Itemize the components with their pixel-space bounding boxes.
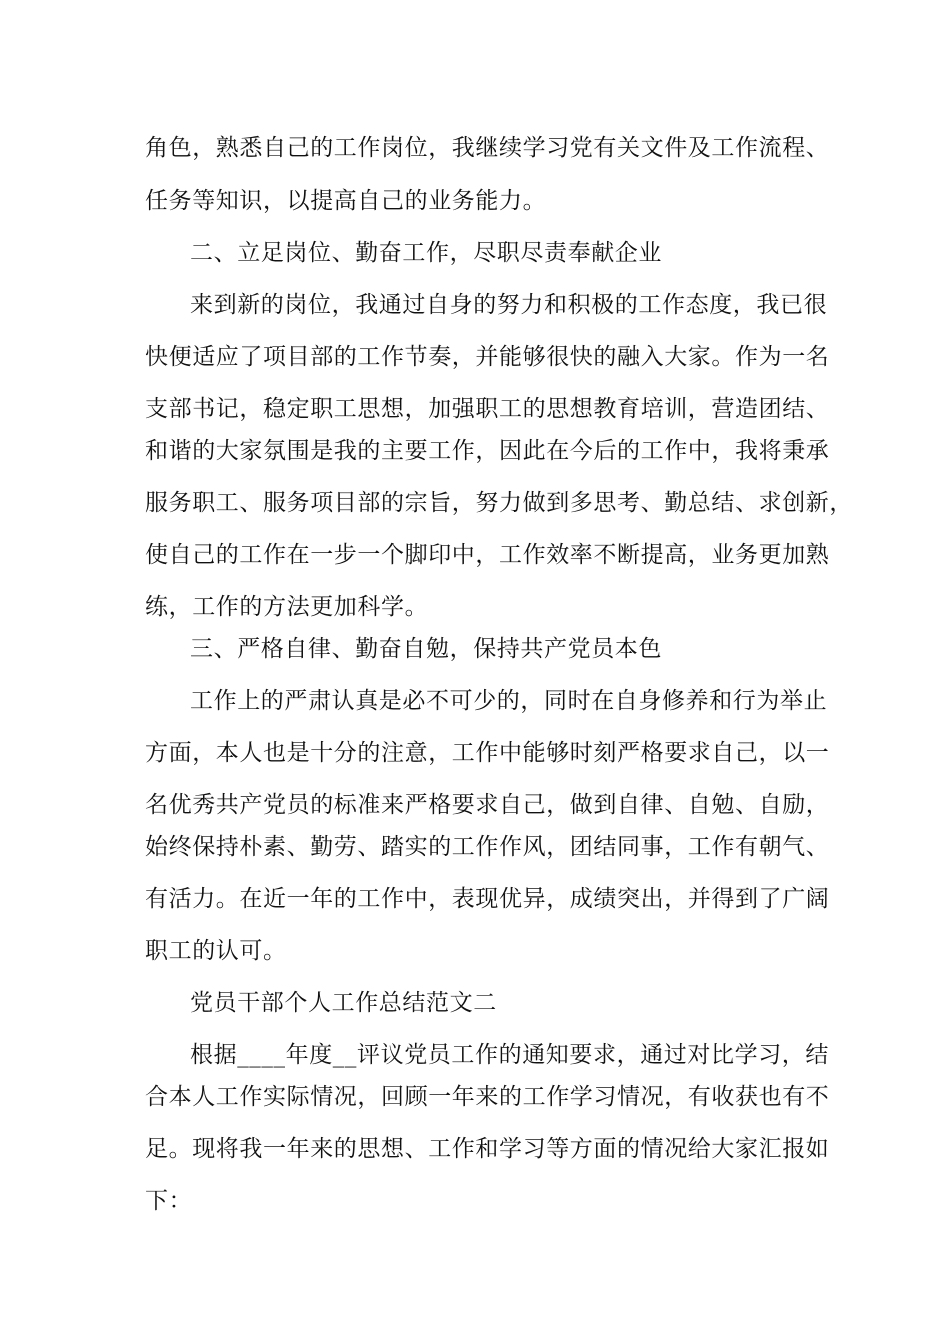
paragraph-first-line: 来到新的岗位，我通过自身的努力和积极的工作态度，我已很	[190, 292, 828, 318]
text-line: 有活力。在近一年的工作中，表现优异，成绩突出，并得到了广阔	[145, 886, 830, 912]
text-line: 角色，熟悉自己的工作岗位，我继续学习党有关文件及工作流程、	[145, 135, 830, 161]
article-title: 党员干部个人工作总结范文二	[190, 990, 497, 1016]
paragraph-first-line: 根据____年度__评议党员工作的通知要求，通过对比学习，结	[190, 1042, 829, 1068]
text-line: 服务职工、服务项目部的宗旨，努力做到多思考、勤总结、求创新，	[145, 490, 853, 516]
text-line: 练，工作的方法更加科学。	[145, 594, 429, 620]
text-line: 方面，本人也是十分的注意，工作中能够时刻严格要求自己，以一	[145, 740, 830, 766]
section-heading: 二、立足岗位、勤奋工作，尽职尽责奉献企业	[190, 240, 662, 266]
text-line: 和谐的大家氛围是我的主要工作，因此在今后的工作中，我将秉承	[145, 438, 830, 464]
paragraph-first-line: 工作上的严肃认真是必不可少的，同时在自身修养和行为举止	[190, 688, 828, 714]
text-line: 合本人工作实际情况，回顾一年来的工作学习情况，有收获也有不	[145, 1084, 830, 1110]
text-line: 使自己的工作在一步一个脚印中，工作效率不断提高，业务更加熟	[145, 542, 830, 568]
text-line: 支部书记，稳定职工思想，加强职工的思想教育培训，营造团结、	[145, 396, 830, 422]
text-line: 足。现将我一年来的思想、工作和学习等方面的情况给大家汇报如	[145, 1136, 830, 1162]
section-heading: 三、严格自律、勤奋自勉，保持共产党员本色	[190, 636, 662, 662]
text-line: 职工的认可。	[145, 938, 287, 964]
text-line: 快便适应了项目部的工作节奏，并能够很快的融入大家。作为一名	[145, 344, 830, 370]
text-line: 始终保持朴素、勤劳、踏实的工作作风，团结同事，工作有朝气、	[145, 834, 830, 860]
text-line: 下：	[145, 1188, 193, 1214]
text-line: 任务等知识，以提高自己的业务能力。	[145, 188, 547, 214]
text-line: 名优秀共产党员的标准来严格要求自己，做到自律、自勉、自励，	[145, 792, 830, 818]
